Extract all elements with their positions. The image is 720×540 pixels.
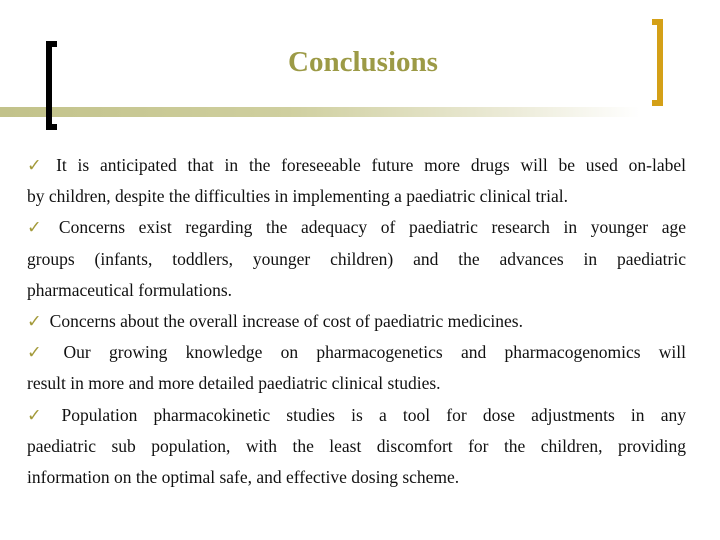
bullet-line	[27, 212, 686, 243]
bullet-line	[27, 306, 686, 337]
bullet-line	[27, 462, 686, 493]
check-icon: ✓	[27, 217, 51, 238]
bullet-text: by children, despite the difficulties in implementing a paediatric clinical trial.	[27, 186, 569, 207]
check-icon: ✓	[27, 155, 49, 175]
bullet-line	[27, 244, 686, 275]
bullet-line	[27, 337, 686, 368]
check-icon: ✓	[27, 342, 56, 363]
bullet-text: Population pharmacokinetic studies is a tool for dose adjustments in any	[61, 404, 686, 425]
bullet-line	[27, 431, 686, 462]
bullet-text: pharmaceutical formulations.	[27, 279, 233, 300]
bullet-text: groups (infants, toddlers, younger children) and the advances in paediatric	[27, 248, 686, 269]
bullet-line	[27, 400, 686, 431]
check-icon: ✓	[27, 404, 54, 425]
bullet-text: Our growing knowledge on pharmacogenetics and pharmacogenomics will	[63, 342, 686, 363]
bullet-text: result in more and more detailed paediatric clinical studies.	[27, 373, 441, 394]
bullet-line	[27, 150, 686, 181]
bullet-text: information on the optimal safe, and effective dosing scheme.	[27, 466, 460, 487]
check-icon: ✓	[27, 310, 42, 331]
bullet-text: It is anticipated that in the foreseeable future more drugs will be used on-label	[56, 155, 687, 175]
header-gradient-bar	[0, 107, 640, 117]
bullet-line	[27, 181, 686, 212]
bullet-text: Concerns exist regarding the adequacy of paediatric research in younger age	[58, 217, 686, 238]
bullet-text: paediatric sub population, with the least discomfort for the children, providing	[27, 435, 686, 456]
bullet-text: Concerns about the overall increase of cost of paediatric medicines.	[49, 310, 523, 331]
bullet-line	[27, 275, 686, 306]
bullet-list	[27, 150, 686, 493]
slide-title: Conclusions	[288, 46, 438, 78]
bullet-line	[27, 368, 686, 399]
